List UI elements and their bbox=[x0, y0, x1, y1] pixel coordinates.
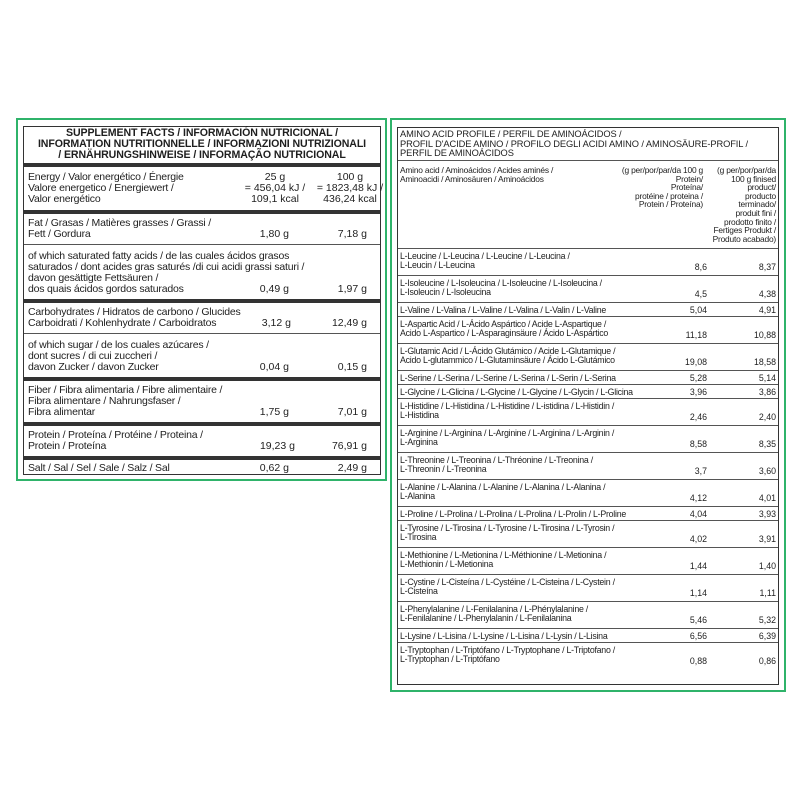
supplement-facts-title: SUPPLEMENT FACTS / INFORMACIÓN NUTRICIONAL / INFORMATION NUTRITIONNELLE / INFORMAZIONI NUTRIZIONALI / ERNÄHRUNGSHINWEISE / INFORMAÇÃO NUTRICIONAL bbox=[37, 127, 367, 161]
divider bbox=[398, 506, 778, 507]
amino-value-per-100g-product: 4,38 bbox=[758, 289, 776, 300]
divider bbox=[24, 210, 380, 214]
amino-value-per-100g-protein: 19,08 bbox=[684, 357, 707, 368]
amino-acid-name: L-Proline / L-Prolina / L-Prolina / L-Prolina / L-Prolin / L-Proline bbox=[400, 509, 626, 519]
per-100g-product-column-header: (g per/por/par/da 100 g finised product/ producto terminado/ produit fini / prodotto finito / Fertiges Produkt / Produto acabado) bbox=[712, 165, 776, 244]
amino-value-per-100g-product: 5,32 bbox=[758, 615, 776, 626]
per-100g-protein-column-header: (g per/por/par/da 100 g Protein/ Proteína/ protéine / proteina / Protein / Proteína) bbox=[621, 165, 703, 210]
amino-acid-name: L-Arginine / L-Arginina / L-Arginine / L-Arginina / L-Arginin / L-Arginina bbox=[400, 428, 615, 448]
divider bbox=[24, 422, 380, 426]
protein-per-25g: 19,23 g bbox=[259, 440, 295, 452]
salt-per-100g: 2,49 g bbox=[337, 462, 367, 474]
divider bbox=[398, 628, 778, 629]
amino-acid-table bbox=[397, 127, 779, 685]
amino-acid-name: L-Methionine / L-Metionina / L-Méthionine / L-Metionina / L-Methionin / L-Metionina bbox=[400, 550, 607, 570]
amino-value-per-100g-product: 6,39 bbox=[758, 631, 776, 641]
amino-value-per-100g-protein: 3,96 bbox=[689, 387, 707, 397]
amino-value-per-100g-protein: 3,7 bbox=[694, 466, 707, 477]
salt-per-25g: 0,62 g bbox=[259, 462, 289, 474]
divider bbox=[24, 456, 380, 460]
amino-acid-name: L-Serine / L-Serina / L-Serine / L-Serina / L-Serin / L-Serina bbox=[400, 373, 616, 383]
divider bbox=[24, 244, 380, 245]
salt-label: Salt / Sal / Sel / Sale / Salz / Sal bbox=[28, 462, 170, 474]
sugar-per-100g: 0,15 g bbox=[337, 361, 367, 373]
fat-per-25g: 1,80 g bbox=[259, 228, 289, 240]
amino-value-per-100g-product: 3,93 bbox=[758, 509, 776, 519]
supplement-facts-panel bbox=[16, 118, 387, 481]
amino-value-per-100g-product: 10,88 bbox=[753, 330, 776, 341]
energy-per-100g: 100 g = 1823,48 kJ / 436,24 kcal bbox=[316, 171, 384, 205]
amino-acid-name: L-Aspartic Acid / L-Ácido Aspártico / Acide L-Aspartique / Acido L-Aspartico / L-Asparaginsäure / Ácido L-Aspártico bbox=[400, 319, 608, 339]
amino-value-per-100g-protein: 4,02 bbox=[689, 534, 707, 545]
amino-value-per-100g-protein: 6,56 bbox=[689, 631, 707, 641]
divider bbox=[398, 275, 778, 276]
amino-value-per-100g-product: 1,11 bbox=[759, 588, 776, 599]
divider bbox=[398, 302, 778, 303]
divider bbox=[398, 398, 778, 399]
protein-per-100g: 76,91 g bbox=[331, 440, 367, 452]
energy-label: Energy / Valor energético / Énergie Valore energetico / Energiewert / Valor energético bbox=[28, 171, 184, 205]
divider bbox=[24, 163, 380, 167]
protein-label: Protein / Proteína / Protéine / Proteina / Protein / Proteína bbox=[28, 429, 203, 452]
amino-value-per-100g-product: 0,86 bbox=[758, 656, 776, 667]
amino-value-per-100g-protein: 1,44 bbox=[689, 561, 707, 572]
saturated-fat-per-25g: 0,49 g bbox=[259, 283, 289, 295]
energy-per-25g: 25 g = 456,04 kJ / 109,1 kcal bbox=[244, 171, 306, 205]
divider bbox=[24, 299, 380, 303]
amino-value-per-100g-product: 18,58 bbox=[753, 357, 776, 368]
amino-value-per-100g-protein: 8,6 bbox=[694, 262, 707, 273]
divider bbox=[398, 370, 778, 371]
amino-value-per-100g-product: 4,01 bbox=[758, 493, 776, 504]
divider bbox=[24, 333, 380, 334]
fat-per-100g: 7,18 g bbox=[337, 228, 367, 240]
divider bbox=[398, 384, 778, 385]
amino-acid-name: L-Phenylalanine / L-Fenilalanina / L-Phénylalanine / L-Fenilalanine / L-Phenylalanin / L-Fenilalanina bbox=[400, 604, 588, 624]
amino-acid-name: L-Histidine / L-Histidina / L-Histidine / L-istidina / L-Histidin / L-Histidina bbox=[400, 401, 615, 421]
divider bbox=[398, 248, 778, 249]
amino-value-per-100g-protein: 4,12 bbox=[689, 493, 707, 504]
amino-acid-name: L-Lysine / L-Lisina / L-Lysine / L-Lisina / L-Lysin / L-Lisina bbox=[400, 631, 608, 641]
saturated-fat-label: of which saturated fatty acids / de las cuales ácidos grasos saturados / dont acides gras saturés /di cui acidi grassi saturi / davon gesättigte Fettsäuren / dos quais ácidos gordos saturados bbox=[28, 250, 305, 295]
amino-value-per-100g-product: 1,40 bbox=[758, 561, 776, 572]
amino-acid-name: L-Isoleucine / L-Isoleucina / L-Isoleucine / L-Isoleucina / L-Isoleucin / L-Isoleucina bbox=[400, 278, 602, 298]
amino-value-per-100g-product: 5,14 bbox=[758, 373, 776, 383]
amino-value-per-100g-product: 8,37 bbox=[758, 262, 776, 273]
amino-value-per-100g-product: 2,40 bbox=[758, 412, 776, 423]
sugar-label: of which sugar / de los cuales azúcares / dont sucres / di cui zuccheri / davon Zucker / davon Zucker bbox=[28, 339, 209, 373]
divider bbox=[398, 316, 778, 317]
amino-value-per-100g-product: 3,60 bbox=[758, 466, 776, 477]
amino-acid-profile-panel bbox=[390, 118, 786, 692]
amino-acid-profile-title: AMINO ACID PROFILE / PERFIL DE AMINOÁCIDOS / PROFIL D'ACIDE AMINO / PROFILO DEGLI ACIDI AMINO / AMINOSÄURE-PROFIL / PERFIL DE AMINOÁCIDOS bbox=[400, 129, 748, 158]
amino-value-per-100g-protein: 4,5 bbox=[694, 289, 707, 300]
divider bbox=[398, 452, 778, 453]
amino-value-per-100g-product: 4,91 bbox=[758, 305, 776, 315]
amino-value-per-100g-protein: 1,14 bbox=[689, 588, 707, 599]
carbohydrates-per-100g: 12,49 g bbox=[331, 317, 367, 329]
fiber-per-25g: 1,75 g bbox=[259, 406, 289, 418]
amino-acid-name: L-Tryptophan / L-Triptófano / L-Tryptophane / L-Triptofano / L-Tryptophan / L-Triptófano bbox=[400, 645, 615, 665]
amino-value-per-100g-protein: 11,18 bbox=[685, 330, 707, 341]
divider bbox=[398, 425, 778, 426]
divider bbox=[24, 377, 380, 381]
carbohydrates-label: Carbohydrates / Hidratos de carbono / Glucides Carboidrati / Kohlenhydrate / Carboidratos bbox=[28, 306, 241, 329]
divider bbox=[398, 343, 778, 344]
divider bbox=[398, 160, 778, 161]
amino-value-per-100g-protein: 5,04 bbox=[689, 305, 707, 315]
divider bbox=[398, 601, 778, 602]
amino-value-per-100g-product: 8,35 bbox=[758, 439, 776, 450]
divider bbox=[398, 479, 778, 480]
amino-value-per-100g-product: 3,91 bbox=[758, 534, 776, 545]
divider bbox=[398, 520, 778, 521]
amino-value-per-100g-protein: 5,46 bbox=[689, 615, 707, 626]
amino-value-per-100g-protein: 0,88 bbox=[689, 656, 707, 667]
amino-acid-name: L-Glycine / L-Glicina / L-Glycine / L-Glycine / L-Glycin / L-Glicina bbox=[400, 387, 633, 397]
amino-acid-name: L-Threonine / L-Treonina / L-Thréonine / L-Treonina / L-Threonin / L-Treonina bbox=[400, 455, 593, 475]
amino-acid-name: L-Glutamic Acid / L-Ácido Glutámico / Acide L-Glutamique / Acido L-glutammico / L-Glutaminsäure / Ácido L-Glutámico bbox=[400, 346, 616, 366]
amino-value-per-100g-protein: 2,46 bbox=[689, 412, 707, 423]
divider bbox=[398, 642, 778, 643]
fat-label: Fat / Grasas / Matières grasses / Grassi / Fett / Gordura bbox=[28, 217, 211, 240]
amino-value-per-100g-protein: 5,28 bbox=[689, 373, 707, 383]
amino-acid-name: L-Tyrosine / L-Tirosina / L-Tyrosine / L-Tirosina / L-Tyrosin / L-Tirosina bbox=[400, 523, 615, 543]
divider bbox=[398, 574, 778, 575]
amino-acid-name: L-Leucine / L-Leucina / L-Leucine / L-Leucina / L-Leucin / L-Leucina bbox=[400, 251, 570, 271]
saturated-fat-per-100g: 1,97 g bbox=[337, 283, 367, 295]
fiber-label: Fiber / Fibra alimentaria / Fibre alimentaire / Fibra alimentare / Nahrungsfaser / Fibra alimentar bbox=[28, 384, 223, 418]
fiber-per-100g: 7,01 g bbox=[337, 406, 367, 418]
amino-value-per-100g-protein: 8,58 bbox=[689, 439, 707, 450]
amino-acid-name: L-Valine / L-Valina / L-Valine / L-Valina / L-Valin / L-Valine bbox=[400, 305, 607, 315]
amino-acid-name: L-Alanine / L-Alanina / L-Alanine / L-Alanina / L-Alanina / L-Alanina bbox=[400, 482, 606, 502]
amino-value-per-100g-product: 3,86 bbox=[758, 387, 776, 397]
amino-acid-column-header: Amino acid / Aminoácidos / Acides aminés / Aminoacidi / Aminosäuren / Aminoácidos bbox=[400, 165, 554, 184]
sugar-per-25g: 0,04 g bbox=[259, 361, 289, 373]
amino-acid-name: L-Cystine / L-Cisteína / L-Cystéine / L-Cisteina / L-Cystein / L-Cisteína bbox=[400, 577, 615, 597]
carbohydrates-per-25g: 3,12 g bbox=[261, 317, 291, 329]
supplement-facts-table bbox=[23, 126, 384, 475]
amino-value-per-100g-protein: 4,04 bbox=[689, 509, 707, 519]
divider bbox=[398, 547, 778, 548]
